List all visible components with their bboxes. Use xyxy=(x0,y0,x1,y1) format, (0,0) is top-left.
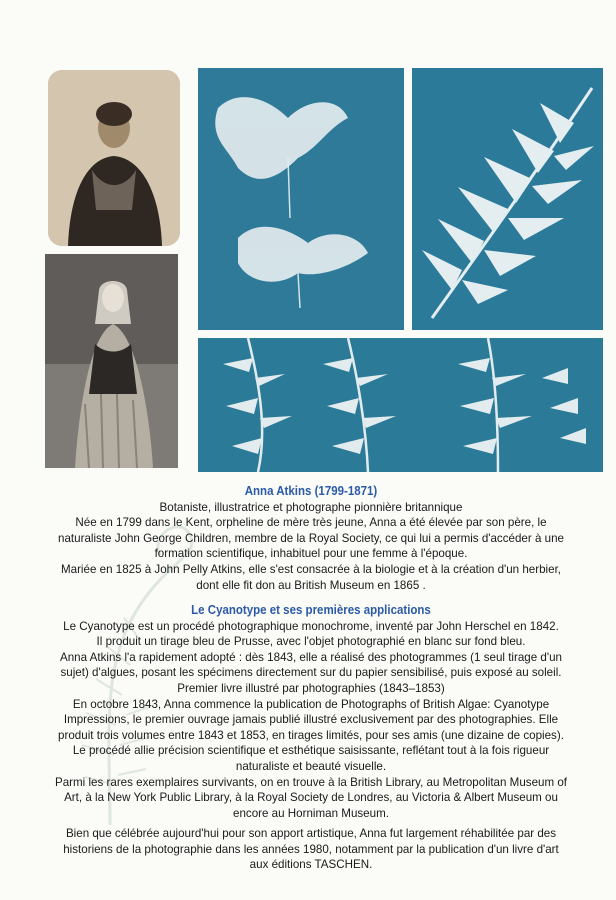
bio-line: naturaliste John George Children, membre de la Royal Society, ce qui lui a permis d'accéder à une xyxy=(58,531,564,545)
cyanotype-line: Impressions, le premier ouvrage jamais publié illustré exclusivement par des photographies. Elle xyxy=(63,713,559,727)
cyanotype-title: Le Cyanotype et ses premières applications xyxy=(191,603,431,617)
closing-line: Bien que célébrée aujourd'hui pour son apport artistique, Anna fut largement réhabilitée par des xyxy=(65,827,557,840)
closing-line: aux éditions TASCHEN. xyxy=(249,858,373,872)
cyanotype-line: Le procédé allie précision scientifique et esthétique saisissante, reflétant tout à la fois rigueur xyxy=(72,744,550,758)
cyanotype-line: Parmi les rares exemplaires survivants, on en trouve à la British Library, au Metropolitan Museum of xyxy=(54,775,568,789)
bio-section xyxy=(20,484,602,593)
cyanotype-fern-fronds-image xyxy=(198,338,603,472)
cyanotype-line: Le Cyanotype est un procédé photographique monochrome, inventé par John Herschel en 1842. xyxy=(63,619,559,633)
cyanotype-line: En octobre 1843, Anna commence la publication de Photographs of British Algae: Cyanotype xyxy=(72,697,550,711)
cyanotype-line: Il produit un tirage bleu de Prusse, avec l'objet photographié en blanc sur fond bleu. xyxy=(96,635,526,649)
bio-line: formation scientifique, inhabituel pour une femme à l'époque. xyxy=(154,547,468,561)
cyanotype-line: Premier livre illustré par photographies (1843–1853) xyxy=(177,681,445,695)
cyanotype-line: Art, à la New York Public Library, à la Royal Society de Londres, au Victoria & Albert Museum ou xyxy=(64,791,558,805)
bio-line: dont elle fit don au British Museum en 1865 . xyxy=(196,578,426,592)
closing-line: historiens de la photographie dans les années 1980, notamment par la publication d'un livre d'art xyxy=(63,842,559,856)
bio-line: Mariée en 1825 à John Pelly Atkins, elle s'est consacrée à la biologie et à la création d'un herbier, xyxy=(60,562,562,576)
bio-line: Née en 1799 dans le Kent, orpheline de mère très jeune, Anna a été élevée par son père, le xyxy=(75,516,547,530)
cyanotype-line: naturaliste et beauté visuelle. xyxy=(235,759,387,773)
cyanotype-line: Anna Atkins l'a rapidement adopté : dès 1843, elle a réalisé des photogrammes (1 seul tirage d'un xyxy=(60,650,562,664)
cyanotype-line: encore au Horniman Museum. xyxy=(233,806,389,820)
cyanotype-line: produit trois volumes entre 1843 et 1853, en tirages limités, pour ses amis (une dizaine de copies). xyxy=(58,728,564,742)
portrait-seated-photo xyxy=(48,70,180,246)
bio-title: Anna Atkins (1799-1871) xyxy=(244,484,378,498)
cyanotype-line: sujet) d'algues, posant les spécimens directement sur du papier sensibilisé, puis exposé au soleil. xyxy=(60,666,562,680)
cyanotype-algae-image xyxy=(198,68,404,330)
cyanotype-fern-leaf-image xyxy=(412,68,603,330)
bio-subtitle: Botaniste, illustratrice et photographe pionnière britannique xyxy=(159,500,463,514)
cyanotype-section xyxy=(20,603,602,821)
closing-paragraph xyxy=(20,826,602,873)
portrait-standing-photo xyxy=(45,254,178,468)
